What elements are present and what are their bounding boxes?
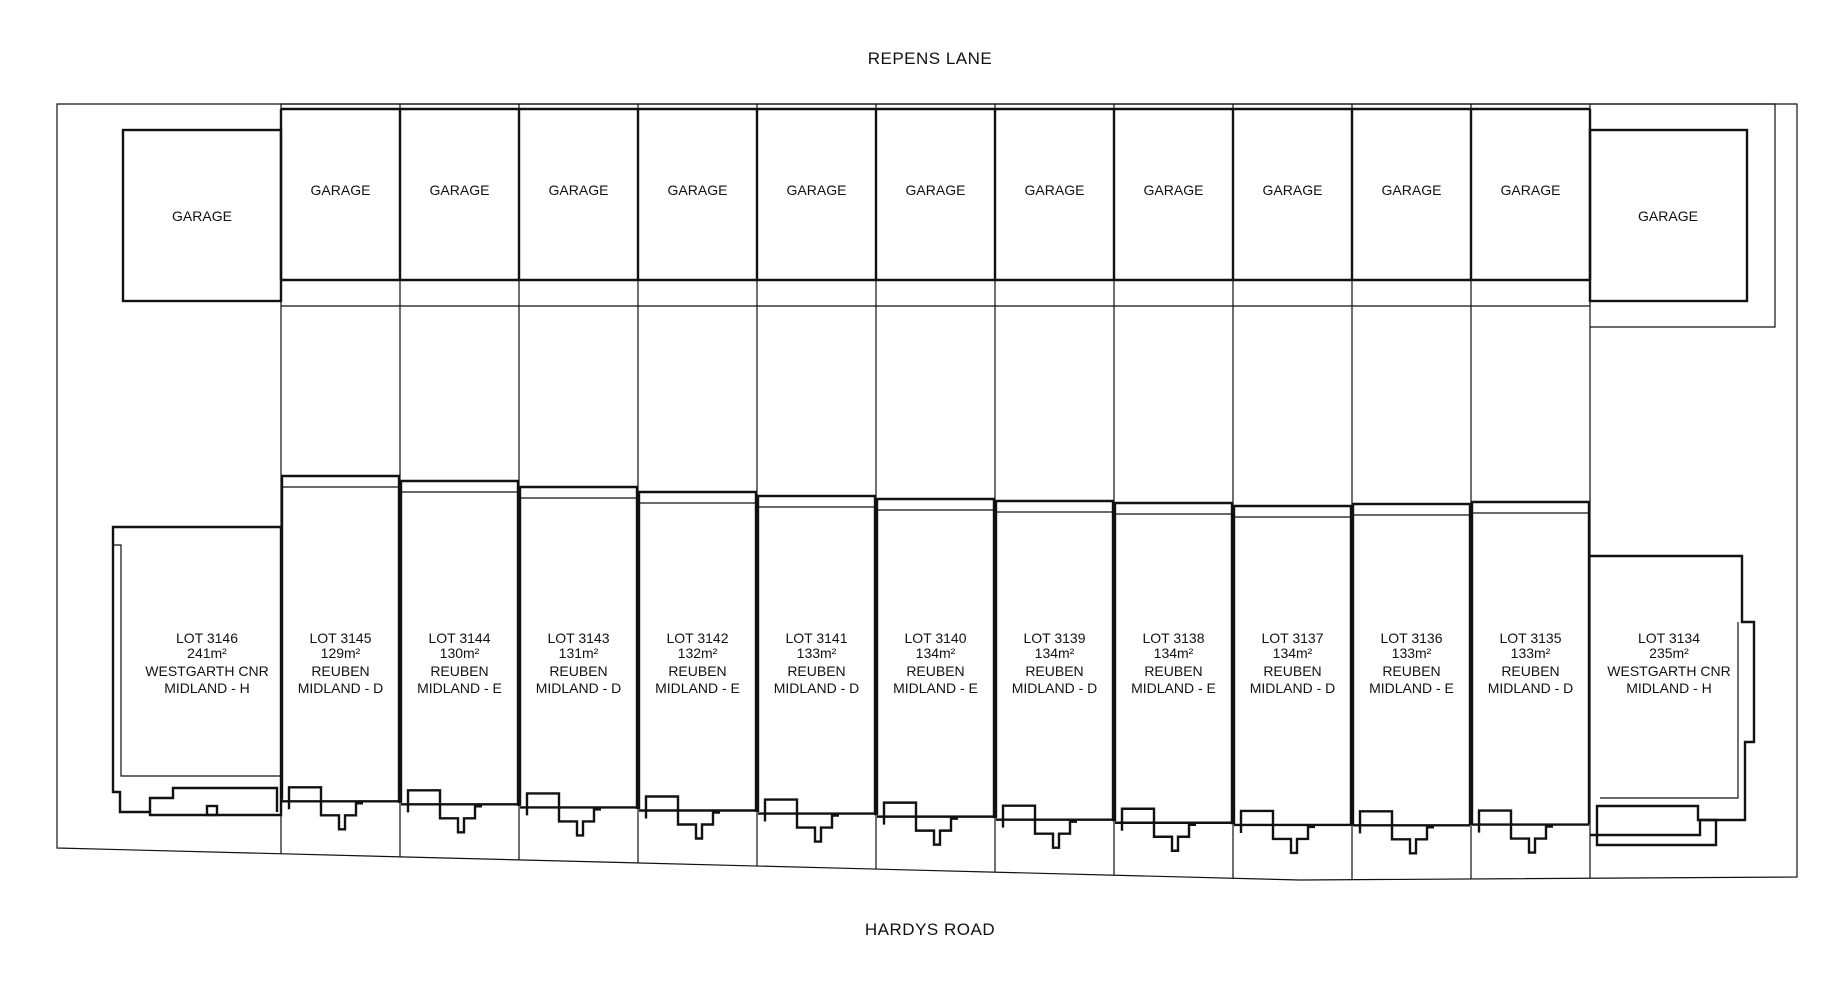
lot-label [536, 630, 622, 696]
lot-label [1250, 630, 1336, 696]
garage-label: GARAGE [667, 182, 728, 198]
facade-type: MIDLAND - E [417, 680, 502, 696]
house-design: WESTGARTH CNR [1607, 663, 1731, 679]
facade-type: MIDLAND - E [893, 680, 978, 696]
entry-porch-outline [527, 793, 601, 835]
facade-type: MIDLAND - E [1131, 680, 1216, 696]
lot-number: LOT 3140 [904, 630, 967, 646]
lot-label [893, 630, 978, 696]
garage-label: GARAGE [1381, 182, 1442, 198]
garage-label: GARAGE [310, 182, 371, 198]
facade-type: MIDLAND - H [164, 680, 250, 696]
garage-label: GARAGE [905, 182, 966, 198]
house-design: REUBEN [906, 663, 965, 679]
corner-house-left-post [207, 806, 217, 815]
house-design: REUBEN [311, 663, 370, 679]
lot-number: LOT 3145 [309, 630, 372, 646]
facade-type: MIDLAND - D [535, 680, 622, 696]
facade-type: MIDLAND - E [655, 680, 740, 696]
entry-porch-outline [1360, 811, 1434, 853]
entry-porch-outline [646, 796, 720, 838]
corner-house-left-porch [150, 788, 277, 812]
lot-label [1607, 630, 1730, 696]
lot-label [1369, 630, 1454, 696]
road-label-hardys-road: HARDYS ROAD [864, 920, 996, 939]
house-design: REUBEN [1501, 663, 1560, 679]
house-design: REUBEN [549, 663, 608, 679]
house-design: REUBEN [430, 663, 489, 679]
lot-number: LOT 3143 [547, 630, 610, 646]
lot-area: 134m² [1034, 645, 1075, 661]
entry-porch-outline [408, 790, 482, 832]
garage-label: GARAGE [1638, 208, 1698, 224]
entry-porch-outline [1241, 811, 1315, 853]
garage-label: GARAGE [548, 182, 609, 198]
lot-label [145, 630, 268, 696]
lot-label [1012, 630, 1098, 696]
garage-label: GARAGE [1143, 182, 1204, 198]
lot-number: LOT 3142 [666, 630, 729, 646]
house-design: WESTGARTH CNR [145, 663, 269, 679]
house-design: REUBEN [1025, 663, 1084, 679]
entry-porch-outline [1122, 809, 1196, 851]
house-outline [996, 501, 1113, 821]
lot-area: 133m² [796, 645, 837, 661]
house-design: REUBEN [787, 663, 846, 679]
entry-porch-outline [289, 787, 363, 829]
lot-number: LOT 3135 [1499, 630, 1562, 646]
lot-number: LOT 3136 [1380, 630, 1443, 646]
garage-label: GARAGE [1500, 182, 1561, 198]
entry-porch-outline [884, 803, 958, 845]
garage-label: GARAGE [429, 182, 490, 198]
lot-label [774, 630, 860, 696]
lot-number: LOT 3146 [175, 630, 239, 646]
lot-area: 235m² [1649, 645, 1689, 661]
road-label-repens-lane: REPENS LANE [867, 49, 993, 68]
garage-label: GARAGE [172, 208, 232, 224]
lot-label [655, 630, 740, 696]
entry-porch-outline [1003, 806, 1077, 848]
garage-group [123, 130, 1747, 301]
lot-number: LOT 3137 [1261, 630, 1324, 646]
plan-linework [57, 104, 1797, 880]
lot-number: LOT 3134 [1637, 630, 1701, 646]
garage-label: GARAGE [1262, 182, 1323, 198]
lot-area: 134m² [915, 645, 956, 661]
site-boundary [57, 104, 1797, 880]
garage-label: GARAGE [1024, 182, 1085, 198]
lot-area: 134m² [1272, 645, 1313, 661]
corner-house-right-porch [1597, 806, 1716, 845]
lot-number: LOT 3141 [785, 630, 848, 646]
facade-type: MIDLAND - D [773, 680, 860, 696]
lot-number: LOT 3139 [1023, 630, 1086, 646]
lot-area: 241m² [187, 645, 227, 661]
lot-number: LOT 3144 [428, 630, 491, 646]
lot-label [417, 630, 502, 696]
lot-area: 132m² [677, 645, 718, 661]
lot-area: 133m² [1391, 645, 1432, 661]
lot-area: 134m² [1153, 645, 1194, 661]
house-design: REUBEN [1263, 663, 1322, 679]
facade-type: MIDLAND - D [297, 680, 384, 696]
facade-type: MIDLAND - D [1011, 680, 1098, 696]
lot-area: 131m² [558, 645, 599, 661]
house-design: REUBEN [1144, 663, 1203, 679]
entry-porch-outline [765, 800, 839, 842]
house-design: REUBEN [668, 663, 727, 679]
lot-label [298, 630, 384, 696]
lot-label [1131, 630, 1216, 696]
lot-area: 129m² [320, 645, 361, 661]
entry-porch-outline [1479, 811, 1553, 853]
facade-type: MIDLAND - D [1249, 680, 1336, 696]
lot-label-group [145, 630, 1730, 696]
lot-label [1488, 630, 1574, 696]
garage-label: GARAGE [786, 182, 847, 198]
lot-number: LOT 3138 [1142, 630, 1205, 646]
lot-area: 133m² [1510, 645, 1551, 661]
lot-area: 130m² [439, 645, 480, 661]
facade-type: MIDLAND - H [1626, 680, 1712, 696]
facade-type: MIDLAND - E [1369, 680, 1454, 696]
facade-type: MIDLAND - D [1487, 680, 1574, 696]
house-design: REUBEN [1382, 663, 1441, 679]
